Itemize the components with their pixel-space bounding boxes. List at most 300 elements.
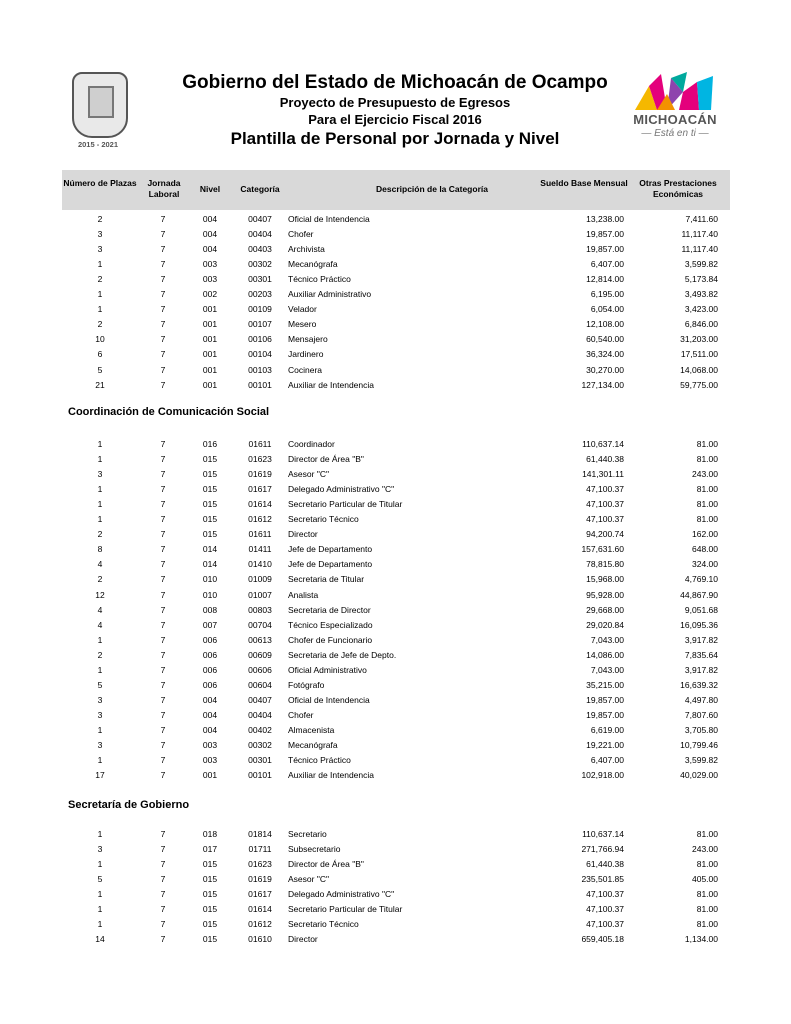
cell-descripcion: Almacenista: [288, 724, 335, 735]
table-row: [62, 437, 730, 451]
cell-jornada-laboral: 7: [160, 274, 166, 285]
cell-descripcion: Secretaria de Titular: [288, 574, 365, 585]
cell-jornada-laboral: 7: [160, 484, 166, 495]
cell-jornada-laboral: 7: [160, 334, 166, 345]
logo-tagline-text: Está en ti: [654, 128, 696, 139]
cell-otras-prestaciones: 3,599.82: [684, 259, 718, 270]
cell-otras-prestaciones: 4,769.10: [684, 574, 718, 585]
cell-otras-prestaciones: 81.00: [696, 829, 718, 839]
cell-otras-prestaciones: 9,051.68: [684, 604, 718, 615]
cell-descripcion: Mecanógrafa: [288, 259, 338, 270]
cell-categoria: 00407: [248, 214, 272, 224]
cell-sueldo-base: 110,637.14: [582, 829, 624, 839]
cell-nivel: 015: [202, 934, 218, 945]
cell-descripcion: Mecanógrafa: [288, 740, 338, 750]
table-row: [62, 363, 730, 377]
table-row: [62, 768, 730, 782]
table-row: [62, 738, 730, 752]
cell-descripcion: Asesor "C": [288, 469, 329, 480]
cell-sueldo-base: 47,100.37: [586, 889, 624, 900]
cell-categoria: 01623: [248, 859, 272, 870]
cell-descripcion: Técnico Práctico: [288, 274, 351, 285]
cell-sueldo-base: 19,857.00: [586, 694, 624, 705]
cell-sueldo-base: 47,100.37: [586, 919, 624, 930]
cell-categoria: 00301: [248, 755, 272, 766]
cell-numero-plazas: 1: [97, 829, 103, 839]
cell-descripcion: Chofer de Funcionario: [288, 634, 373, 645]
cell-nivel: 001: [202, 349, 218, 360]
cell-otras-prestaciones: 81.00: [696, 499, 718, 510]
table-row: [62, 678, 730, 692]
michoacan-logo: [621, 72, 729, 146]
cell-nivel: 015: [202, 469, 218, 480]
col-descripcion: Descripción de la Categoría: [376, 184, 488, 194]
col-otras-prestaciones: Otras Prestaciones Económicas: [639, 178, 717, 199]
cell-nivel: 004: [202, 229, 218, 240]
cell-descripcion: Director: [288, 934, 318, 945]
cell-jornada-laboral: 7: [160, 469, 166, 480]
cell-categoria: 00803: [248, 604, 272, 615]
cell-categoria: 00606: [248, 664, 272, 675]
cell-jornada-laboral: 7: [160, 514, 166, 525]
cell-sueldo-base: 271,766.94: [581, 844, 624, 855]
cell-nivel: 010: [202, 574, 218, 585]
cell-descripcion: Director de Área "B": [288, 454, 364, 465]
cell-descripcion: Analista: [288, 589, 319, 600]
cell-numero-plazas: 2: [97, 574, 103, 585]
cell-numero-plazas: 4: [97, 604, 103, 615]
cell-otras-prestaciones: 44,867.90: [680, 589, 718, 600]
cell-jornada-laboral: 7: [160, 379, 166, 390]
table-row: [62, 753, 730, 767]
cell-jornada-laboral: 7: [160, 679, 166, 690]
cell-otras-prestaciones: 81.00: [696, 919, 718, 930]
cell-numero-plazas: 3: [97, 229, 103, 240]
cell-nivel: 015: [202, 499, 218, 510]
table-row: [62, 648, 730, 662]
cell-nivel: 015: [202, 454, 218, 465]
cell-categoria: 01612: [248, 919, 272, 930]
document-subtitle-1: Proyecto de Presupuesto de Egresos: [279, 95, 511, 110]
cell-sueldo-base: 47,100.37: [586, 499, 624, 510]
cell-categoria: 01411: [248, 544, 272, 555]
cell-otras-prestaciones: 10,799.46: [680, 740, 718, 750]
cell-otras-prestaciones: 243.00: [692, 844, 718, 855]
table-row: [62, 842, 730, 856]
cell-nivel: 015: [202, 889, 218, 900]
cell-nivel: 004: [202, 724, 218, 735]
table-row: [62, 482, 730, 496]
cell-jornada-laboral: 7: [160, 934, 166, 945]
col-sueldo-base: Sueldo Base Mensual: [540, 178, 628, 188]
cell-numero-plazas: 14: [95, 934, 105, 945]
cell-nivel: 015: [202, 904, 218, 915]
cell-otras-prestaciones: 4,497.80: [684, 694, 718, 705]
cell-categoria: 00103: [248, 364, 272, 375]
table-row: [62, 872, 730, 886]
cell-nivel: 003: [202, 755, 218, 766]
cell-categoria: 00404: [248, 229, 272, 240]
cell-otras-prestaciones: 14,068.00: [680, 364, 718, 375]
cell-descripcion: Director de Área "B": [288, 859, 364, 870]
cell-nivel: 001: [202, 364, 218, 375]
cell-descripcion: Chofer: [288, 229, 314, 240]
cell-numero-plazas: 3: [97, 694, 103, 705]
section-title: Coordinación de Comunicación Social: [68, 406, 270, 418]
cell-otras-prestaciones: 3,493.82: [684, 289, 718, 300]
cell-numero-plazas: 1: [97, 755, 103, 766]
table-row: [62, 723, 730, 737]
cell-sueldo-base: 30,270.00: [586, 364, 624, 375]
cell-sueldo-base: 6,054.00: [590, 304, 624, 315]
document-subtitle-2: Para el Ejercicio Fiscal 2016: [308, 112, 482, 127]
cell-nivel: 015: [202, 514, 218, 525]
cell-nivel: 015: [202, 484, 218, 495]
cell-otras-prestaciones: 162.00: [692, 529, 718, 540]
table-row: [62, 708, 730, 722]
cell-jornada-laboral: 7: [160, 454, 166, 465]
cell-categoria: 00101: [248, 770, 272, 781]
cell-jornada-laboral: 7: [160, 634, 166, 645]
cell-categoria: 00107: [248, 319, 272, 330]
table-row: [62, 497, 730, 511]
cell-numero-plazas: 3: [97, 844, 103, 855]
table-row: [62, 527, 730, 541]
cell-jornada-laboral: 7: [160, 574, 166, 585]
cell-otras-prestaciones: 40,029.00: [680, 770, 718, 781]
cell-categoria: 00106: [248, 334, 272, 345]
cell-descripcion: Delegado Administrativo "C": [288, 484, 395, 495]
col-numero-plazas: Número de Plazas: [63, 178, 137, 188]
michoacan-logo-icon: [627, 72, 723, 112]
table-row: [62, 287, 730, 301]
cell-numero-plazas: 17: [95, 770, 105, 781]
cell-numero-plazas: 1: [97, 499, 103, 510]
cell-jornada-laboral: 7: [160, 604, 166, 615]
table-row: [62, 512, 730, 526]
cell-categoria: 00104: [248, 349, 272, 360]
cell-nivel: 018: [202, 829, 218, 839]
cell-numero-plazas: 1: [97, 664, 103, 675]
cell-otras-prestaciones: 81.00: [696, 889, 718, 900]
cell-jornada-laboral: 7: [160, 259, 166, 270]
cell-numero-plazas: 5: [97, 874, 103, 885]
cell-sueldo-base: 12,108.00: [586, 319, 624, 330]
cell-sueldo-base: 15,968.00: [586, 574, 624, 585]
cell-categoria: 01623: [248, 454, 272, 465]
cell-numero-plazas: 12: [95, 589, 105, 600]
cell-descripcion: Cocinera: [288, 364, 323, 375]
cell-otras-prestaciones: 16,639.32: [680, 679, 718, 690]
table-row: [62, 588, 730, 602]
cell-descripcion: Secretario: [288, 829, 327, 839]
cell-categoria: 01614: [248, 499, 272, 510]
cell-sueldo-base: 6,195.00: [590, 289, 624, 300]
cell-categoria: 00613: [248, 634, 272, 645]
cell-numero-plazas: 3: [97, 244, 103, 255]
cell-descripcion: Auxiliar de Intendencia: [288, 379, 375, 390]
cell-sueldo-base: 29,020.84: [586, 619, 624, 630]
cell-jornada-laboral: 7: [160, 829, 166, 839]
cell-nivel: 015: [202, 529, 218, 540]
cell-categoria: 00301: [248, 274, 272, 285]
cell-numero-plazas: 2: [97, 319, 103, 330]
cell-otras-prestaciones: 7,807.60: [684, 709, 718, 720]
cell-categoria: 00407: [248, 694, 272, 705]
cell-sueldo-base: 47,100.37: [586, 904, 624, 915]
cell-otras-prestaciones: 324.00: [692, 559, 718, 570]
cell-numero-plazas: 8: [97, 544, 103, 555]
cell-sueldo-base: 19,857.00: [586, 229, 624, 240]
cell-jornada-laboral: 7: [160, 694, 166, 705]
cell-descripcion: Jefe de Departamento: [288, 544, 373, 555]
cell-descripcion: Jardinero: [288, 349, 324, 360]
cell-otras-prestaciones: 59,775.00: [680, 379, 718, 390]
cell-sueldo-base: 235,501.85: [581, 874, 624, 885]
table-row: [62, 227, 730, 241]
cell-otras-prestaciones: 81.00: [696, 514, 718, 525]
cell-otras-prestaciones: 5,173.84: [684, 274, 718, 285]
column-header: [62, 170, 730, 210]
cell-categoria: 01614: [248, 904, 272, 915]
cell-jornada-laboral: 7: [160, 724, 166, 735]
cell-descripcion: Mesero: [288, 319, 317, 330]
table-row: [62, 663, 730, 677]
cell-jornada-laboral: 7: [160, 709, 166, 720]
cell-categoria: 01617: [248, 889, 272, 900]
cell-sueldo-base: 127,134.00: [581, 379, 624, 390]
cell-descripcion: Técnico Especializado: [288, 619, 373, 630]
table-row: [62, 272, 730, 286]
cell-nivel: 003: [202, 259, 218, 270]
cell-descripcion: Secretaria de Director: [288, 604, 371, 615]
cell-otras-prestaciones: 81.00: [696, 904, 718, 915]
document-subtitle-3: Plantilla de Personal por Jornada y Nivel: [230, 129, 560, 148]
cell-jornada-laboral: 7: [160, 859, 166, 870]
cell-numero-plazas: 1: [97, 454, 103, 465]
cell-numero-plazas: 1: [97, 889, 103, 900]
cell-sueldo-base: 35,215.00: [586, 679, 624, 690]
cell-categoria: 00402: [248, 724, 272, 735]
cell-otras-prestaciones: 81.00: [696, 859, 718, 870]
cell-sueldo-base: 141,301.11: [582, 469, 624, 480]
cell-nivel: 006: [202, 634, 218, 645]
cell-nivel: 001: [202, 304, 218, 315]
cell-descripcion: Auxiliar Administrativo: [288, 289, 372, 300]
cell-otras-prestaciones: 81.00: [696, 454, 718, 465]
cell-descripcion: Director: [288, 529, 318, 540]
document-header: [160, 72, 630, 150]
state-seal-logo: [66, 72, 130, 154]
cell-otras-prestaciones: 648.00: [692, 544, 718, 555]
cell-categoria: 01611: [248, 529, 272, 540]
cell-categoria: 01611: [248, 439, 272, 449]
cell-numero-plazas: 1: [97, 919, 103, 930]
table-row: [62, 603, 730, 617]
cell-nivel: 006: [202, 664, 218, 675]
cell-descripcion: Subsecretario: [288, 844, 341, 855]
cell-otras-prestaciones: 3,917.82: [684, 634, 718, 645]
cell-categoria: 00109: [248, 304, 272, 315]
cell-jornada-laboral: 7: [160, 304, 166, 315]
cell-otras-prestaciones: 3,423.00: [684, 304, 718, 315]
cell-jornada-laboral: 7: [160, 289, 166, 300]
cell-numero-plazas: 1: [97, 514, 103, 525]
cell-numero-plazas: 1: [97, 859, 103, 870]
cell-jornada-laboral: 7: [160, 619, 166, 630]
cell-sueldo-base: 102,918.00: [581, 770, 624, 781]
table-row: [62, 378, 730, 392]
table-row: [62, 902, 730, 916]
table-row: [62, 857, 730, 871]
cell-descripcion: Asesor "C": [288, 874, 329, 885]
cell-jornada-laboral: 7: [160, 904, 166, 915]
cell-categoria: 00609: [248, 649, 272, 660]
logo-tagline: — Está en ti —: [641, 128, 709, 139]
section-title: Secretaría de Gobierno: [68, 799, 190, 811]
cell-descripcion: Coordinador: [288, 439, 335, 449]
cell-sueldo-base: 61,440.38: [586, 859, 624, 870]
cell-jornada-laboral: 7: [160, 319, 166, 330]
cell-nivel: 001: [202, 334, 218, 345]
cell-otras-prestaciones: 11,117.40: [681, 244, 718, 255]
cell-numero-plazas: 4: [97, 619, 103, 630]
cell-jornada-laboral: 7: [160, 589, 166, 600]
cell-categoria: 01617: [248, 484, 272, 495]
cell-numero-plazas: 6: [97, 349, 103, 360]
cell-sueldo-base: 95,928.00: [586, 589, 624, 600]
cell-numero-plazas: 1: [97, 904, 103, 915]
cell-categoria: 00302: [248, 259, 272, 270]
cell-nivel: 014: [202, 559, 218, 570]
cell-otras-prestaciones: 3,705.80: [684, 724, 718, 735]
seal-years: 2015 - 2021: [77, 140, 119, 149]
cell-sueldo-base: 14,086.00: [586, 649, 624, 660]
cell-sueldo-base: 47,100.37: [586, 484, 624, 495]
cell-sueldo-base: 7,043.00: [590, 634, 624, 645]
cell-numero-plazas: 1: [97, 304, 103, 315]
cell-descripcion: Velador: [288, 304, 317, 315]
table-row: [62, 452, 730, 466]
cell-categoria: 01711: [248, 844, 272, 855]
cell-sueldo-base: 61,440.38: [586, 454, 624, 465]
logo-name: MICHOACÁN: [633, 112, 717, 127]
cell-otras-prestaciones: 7,411.60: [685, 214, 718, 224]
cell-categoria: 01610: [248, 934, 272, 945]
cell-nivel: 017: [202, 844, 218, 855]
cell-jornada-laboral: 7: [160, 499, 166, 510]
cell-numero-plazas: 1: [97, 634, 103, 645]
cell-sueldo-base: 78,815.80: [586, 559, 624, 570]
table-row: [62, 917, 730, 931]
cell-numero-plazas: 5: [97, 679, 103, 690]
cell-nivel: 001: [202, 379, 218, 390]
cell-descripcion: Archivista: [288, 244, 325, 255]
cell-descripcion: Técnico Práctico: [288, 755, 351, 766]
cell-numero-plazas: 2: [97, 214, 103, 224]
cell-numero-plazas: 1: [97, 484, 103, 495]
table-row: [62, 242, 730, 256]
coat-of-arms-shield: [88, 86, 114, 118]
cell-numero-plazas: 21: [95, 379, 105, 390]
cell-numero-plazas: 2: [97, 529, 103, 540]
table-row: [62, 257, 730, 271]
cell-categoria: 00403: [248, 244, 272, 255]
cell-sueldo-base: 19,857.00: [586, 709, 624, 720]
cell-sueldo-base: 659,405.18: [581, 934, 624, 945]
cell-jornada-laboral: 7: [160, 559, 166, 570]
table-row: [62, 542, 730, 556]
cell-otras-prestaciones: 31,203.00: [680, 334, 718, 345]
cell-numero-plazas: 10: [95, 334, 105, 345]
cell-sueldo-base: 36,324.00: [586, 349, 624, 360]
table-row: [62, 827, 730, 841]
cell-numero-plazas: 1: [97, 259, 103, 270]
table-row: [62, 693, 730, 707]
cell-numero-plazas: 3: [97, 740, 103, 750]
cell-numero-plazas: 1: [97, 724, 103, 735]
cell-sueldo-base: 60,540.00: [586, 334, 624, 345]
cell-otras-prestaciones: 6,846.00: [684, 319, 718, 330]
cell-descripcion: Jefe de Departamento: [288, 559, 373, 570]
table-row: [62, 932, 730, 946]
cell-otras-prestaciones: 405.00: [692, 874, 718, 885]
cell-categoria: 01612: [248, 514, 272, 525]
cell-jornada-laboral: 7: [160, 544, 166, 555]
cell-descripcion: Mensajero: [288, 334, 328, 345]
cell-otras-prestaciones: 3,917.82: [684, 664, 718, 675]
cell-descripcion: Oficial de Intendencia: [288, 694, 370, 705]
cell-otras-prestaciones: 3,599.82: [684, 755, 718, 766]
cell-jornada-laboral: 7: [160, 529, 166, 540]
cell-categoria: 01007: [248, 589, 272, 600]
cell-numero-plazas: 3: [97, 709, 103, 720]
cell-descripcion: Secretario Técnico: [288, 514, 359, 525]
cell-otras-prestaciones: 16,095.36: [680, 619, 718, 630]
col-nivel: Nivel: [199, 184, 221, 194]
cell-sueldo-base: 6,619.00: [590, 724, 624, 735]
table-row: [62, 317, 730, 331]
table-row: [62, 633, 730, 647]
cell-sueldo-base: 13,238.00: [586, 214, 624, 224]
cell-descripcion: Auxiliar de Intendencia: [288, 770, 375, 781]
cell-jornada-laboral: 7: [160, 364, 166, 375]
cell-categoria: 00101: [248, 379, 272, 390]
cell-numero-plazas: 3: [97, 469, 103, 480]
cell-categoria: 01009: [248, 574, 272, 585]
table-row: [62, 572, 730, 586]
table-row: [62, 467, 730, 481]
cell-jornada-laboral: 7: [160, 214, 166, 224]
cell-nivel: 003: [202, 740, 218, 750]
cell-nivel: 006: [202, 649, 218, 660]
table-row: [62, 887, 730, 901]
cell-jornada-laboral: 7: [160, 649, 166, 660]
cell-numero-plazas: 4: [97, 559, 103, 570]
cell-jornada-laboral: 7: [160, 740, 166, 750]
cell-categoria: 00604: [248, 679, 272, 690]
cell-otras-prestaciones: 7,835.64: [684, 649, 718, 660]
table-row: [62, 557, 730, 571]
cell-descripcion: Chofer: [288, 709, 314, 720]
cell-sueldo-base: 29,668.00: [586, 604, 624, 615]
cell-descripcion: Secretario Particular de Titular: [288, 904, 403, 915]
table-row: [62, 212, 730, 226]
cell-jornada-laboral: 7: [160, 874, 166, 885]
cell-sueldo-base: 94,200.74: [586, 529, 624, 540]
cell-numero-plazas: 5: [97, 364, 103, 375]
cell-descripcion: Secretaria de Jefe de Depto.: [288, 649, 397, 660]
